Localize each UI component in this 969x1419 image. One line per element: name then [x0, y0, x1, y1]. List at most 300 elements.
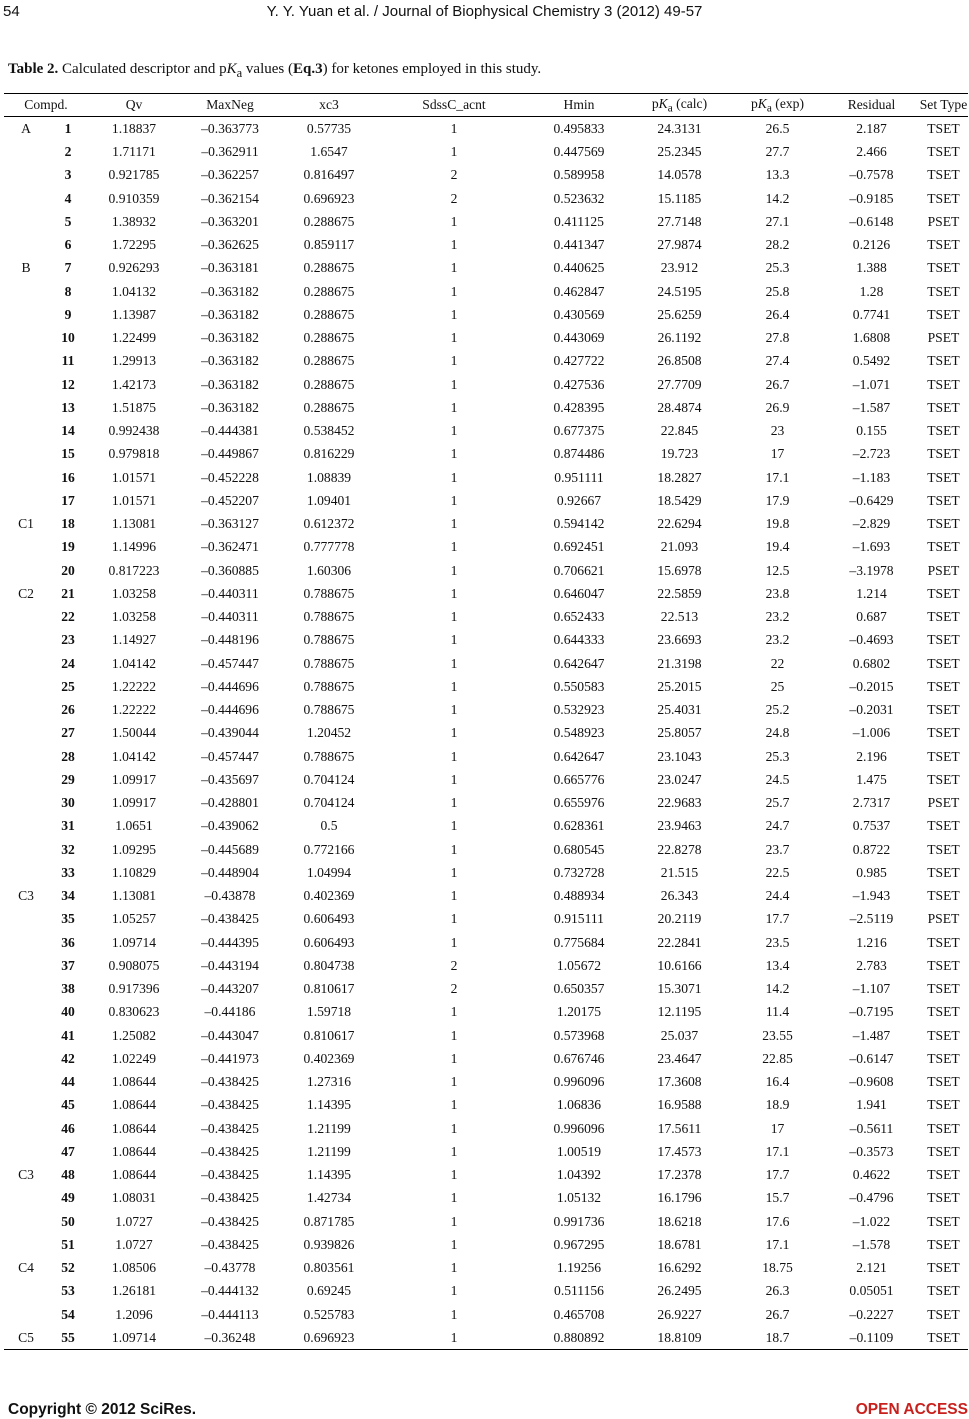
cell-pka-exp: 25.7	[765, 795, 790, 811]
cell-hmin: 0.996096	[553, 1120, 605, 1136]
cell-pka-calc: 22.5859	[657, 585, 702, 601]
cell-xc3: 0.288675	[303, 283, 355, 299]
cell-group: C1	[18, 516, 34, 532]
cell-hmin: 0.951111	[554, 469, 604, 485]
cell-pka-calc: 19.723	[660, 446, 699, 462]
col-header-hmin: Hmin	[530, 94, 628, 117]
cell-qv: 1.03258	[111, 609, 157, 625]
table-row	[4, 536, 968, 559]
cell-xc3: 1.6547	[310, 144, 348, 160]
cell-qv: 0.921785	[108, 167, 160, 183]
cell-residual: –1.071	[852, 376, 891, 392]
cell-residual: 1.941	[856, 1097, 887, 1113]
table-header-row	[4, 94, 968, 117]
cell-qv: 1.14996	[111, 539, 157, 555]
cell-compound-id: 6	[64, 237, 72, 253]
cell-compound-id: 35	[61, 911, 75, 927]
cell-set-type: PSET	[927, 562, 960, 578]
cell-residual: –0.1109	[824, 1326, 919, 1350]
cell-hmin: 0.430569	[553, 306, 605, 322]
cell-group	[4, 931, 48, 954]
cell-pka-calc: 26.2495	[657, 1283, 702, 1299]
cell-set-type: TSET	[927, 748, 960, 764]
cell-residual: 0.7537	[852, 818, 891, 834]
cell-maxneg: –0.443047	[201, 1027, 259, 1043]
cell-residual: 2.783	[856, 957, 887, 973]
cell-group	[4, 675, 48, 698]
cell-sdssc-acnt: 2	[450, 167, 458, 183]
cell-qv: 0.917396	[108, 981, 160, 997]
cell-pka-calc: 26.343	[660, 888, 699, 904]
cell-xc3: 0.5	[320, 818, 338, 834]
cell-pka-exp: 27.8	[765, 330, 790, 346]
cell-set-type: TSET	[927, 167, 960, 183]
cell-residual: 0.4622	[852, 1167, 891, 1183]
cell-compound-id: 13	[61, 399, 75, 415]
cell-set-type: TSET	[927, 283, 960, 299]
cell-xc3: 0.288675	[303, 306, 355, 322]
cell-sdssc-acnt: 1	[450, 655, 458, 671]
cell-hmin: 1.04392	[556, 1167, 602, 1183]
cell-sdssc-acnt: 1	[450, 260, 458, 276]
cell-group	[4, 768, 48, 791]
cell-maxneg: –0.363773	[201, 120, 259, 136]
table-row	[4, 931, 968, 954]
cell-qv: 1.09714	[88, 1326, 180, 1350]
cell-qv: 1.22499	[111, 330, 157, 346]
cell-residual: 0.155	[856, 423, 887, 439]
cell-group	[4, 815, 48, 838]
cell-residual: 0.5492	[852, 353, 891, 369]
cell-sdssc-acnt: 1	[450, 678, 458, 694]
table-row	[4, 1024, 968, 1047]
table-row	[4, 815, 968, 838]
cell-group	[4, 326, 48, 349]
cell-qv: 1.13081	[111, 888, 157, 904]
cell-hmin: 0.428395	[553, 399, 605, 415]
table-row	[4, 605, 968, 628]
caption-k-letter: K	[226, 61, 237, 77]
cell-residual: –0.4693	[849, 632, 894, 648]
cell-set-type: TSET	[927, 1050, 960, 1066]
cell-group: C3	[18, 888, 34, 904]
cell-sdssc-acnt: 1	[450, 144, 458, 160]
col-header-qv: Qv	[88, 94, 180, 117]
cell-pka-calc: 26.9227	[657, 1306, 702, 1322]
cell-xc3: 0.288675	[303, 399, 355, 415]
cell-compound-id: 20	[61, 562, 75, 578]
cell-hmin: 0.915111	[554, 911, 604, 927]
cell-pka-calc: 17.5611	[657, 1120, 702, 1136]
cell-sdssc-acnt: 1	[450, 1027, 458, 1043]
cell-residual: 0.6802	[852, 655, 891, 671]
cell-sdssc-acnt: 1	[450, 841, 458, 857]
cell-maxneg: –0.440311	[201, 585, 259, 601]
cell-set-type: TSET	[927, 353, 960, 369]
cell-pka-exp: 11.4	[765, 1004, 790, 1020]
cell-xc3: 0.288675	[303, 330, 355, 346]
cell-pka-calc: 22.6294	[657, 516, 702, 532]
cell-sdssc-acnt: 2	[450, 190, 458, 206]
cell-qv: 1.2096	[115, 1306, 153, 1322]
table-row	[4, 698, 968, 721]
cell-set-type: PSET	[927, 795, 960, 811]
cell-pka-exp: 22.85	[762, 1050, 793, 1066]
cell-group: C2	[18, 585, 34, 601]
cell-pka-calc: 26.1192	[657, 330, 702, 346]
col-header-compd: Compd.	[4, 94, 88, 117]
copyright-notice: Copyright © 2012 SciRes.	[8, 1401, 197, 1418]
cell-compound-id: 7	[64, 260, 72, 276]
cell-compound-id: 8	[64, 283, 72, 299]
cell-compound-id: 32	[61, 841, 75, 857]
cell-xc3: 1.20452	[306, 725, 352, 741]
cell-maxneg: –0.444381	[201, 423, 259, 439]
cell-xc3: 1.04994	[306, 864, 352, 880]
cell-xc3: 0.803561	[303, 1260, 355, 1276]
cell-residual: –0.9185	[849, 190, 894, 206]
cell-set-type: TSET	[919, 1326, 968, 1350]
cell-set-type: TSET	[927, 1260, 960, 1276]
cell-group	[4, 745, 48, 768]
cell-sdssc-acnt: 1	[450, 818, 458, 834]
cell-pka-calc: 22.2841	[657, 934, 702, 950]
cell-sdssc-acnt: 1	[450, 795, 458, 811]
cell-maxneg: –0.443194	[201, 957, 259, 973]
cell-compound-id: 37	[61, 957, 75, 973]
table-row	[4, 419, 968, 442]
cell-set-type: TSET	[927, 516, 960, 532]
cell-compound-id: 36	[61, 934, 75, 950]
cell-maxneg: –0.362471	[201, 539, 259, 555]
table-row	[4, 768, 968, 791]
cell-pka-exp: 17.1	[765, 1236, 790, 1252]
cell-qv: 1.0651	[115, 818, 153, 834]
cell-pka-calc: 23.9463	[657, 818, 702, 834]
cell-xc3: 0.804738	[303, 957, 355, 973]
cell-set-type: PSET	[927, 911, 960, 927]
cell-group	[4, 605, 48, 628]
cell-pka-calc: 18.5429	[657, 492, 702, 508]
cell-set-type: TSET	[927, 678, 960, 694]
cell-maxneg: –0.438425	[201, 1190, 259, 1206]
col-header-sdssc: SdssC_acnt	[378, 94, 530, 117]
cell-compound-id: 38	[61, 981, 75, 997]
table-row	[4, 791, 968, 814]
cell-set-type: TSET	[927, 446, 960, 462]
table-row	[4, 210, 968, 233]
cell-maxneg: –0.363182	[201, 330, 259, 346]
cell-pka-calc: 14.0578	[657, 167, 702, 183]
cell-pka-calc: 23.0247	[657, 771, 702, 787]
cell-maxneg: –0.362625	[201, 237, 259, 253]
cell-set-type: TSET	[927, 1283, 960, 1299]
cell-sdssc-acnt: 1	[450, 864, 458, 880]
cell-xc3: 0.788675	[303, 585, 355, 601]
cell-maxneg: –0.443207	[201, 981, 259, 997]
table-row	[4, 326, 968, 349]
cell-xc3: 1.60306	[306, 562, 352, 578]
cell-compound-id: 54	[61, 1306, 75, 1322]
cell-compound-id: 27	[61, 725, 75, 741]
cell-set-type: TSET	[927, 771, 960, 787]
table-row	[4, 257, 968, 280]
cell-residual: 0.2126	[852, 237, 891, 253]
cell-pka-calc: 15.1185	[657, 190, 702, 206]
cell-sdssc-acnt: 1	[450, 237, 458, 253]
cell-maxneg: –0.435697	[201, 771, 259, 787]
cell-set-type: TSET	[927, 981, 960, 997]
cell-xc3: 0.859117	[303, 237, 355, 253]
cell-residual: –0.3573	[849, 1143, 894, 1159]
cell-maxneg: –0.452207	[201, 492, 259, 508]
cell-set-type: TSET	[927, 237, 960, 253]
cell-residual: –0.6148	[849, 213, 894, 229]
cell-pka-exp: 25.3	[765, 260, 790, 276]
cell-xc3: 0.288675	[303, 213, 355, 229]
cell-hmin: 0.732728	[553, 864, 605, 880]
cell-sdssc-acnt: 1	[450, 283, 458, 299]
cell-sdssc-acnt: 1	[450, 213, 458, 229]
cell-pka-calc: 25.6259	[657, 306, 702, 322]
cell-maxneg: –0.438425	[201, 1097, 259, 1113]
cell-compound-id: 47	[61, 1143, 75, 1159]
cell-compound-id: 41	[61, 1027, 75, 1043]
table-row	[4, 303, 968, 326]
cell-xc3: 0.816497	[303, 167, 355, 183]
cell-sdssc-acnt: 1	[450, 306, 458, 322]
cell-maxneg: –0.438425	[201, 1120, 259, 1136]
cell-qv: 1.22222	[111, 678, 157, 694]
cell-xc3: 0.788675	[303, 655, 355, 671]
cell-qv: 1.08644	[111, 1120, 157, 1136]
cell-compound-id: 23	[61, 632, 75, 648]
cell-xc3: 0.871785	[303, 1213, 355, 1229]
table-row	[4, 1163, 968, 1186]
cell-hmin: 0.523632	[553, 190, 605, 206]
cell-pka-exp: 27.4	[765, 353, 790, 369]
cell-hmin: 0.655976	[553, 795, 605, 811]
cell-sdssc-acnt: 1	[450, 911, 458, 927]
cell-sdssc-acnt: 1	[450, 492, 458, 508]
table-row	[4, 1117, 968, 1140]
cell-set-type: TSET	[927, 957, 960, 973]
cell-maxneg: –0.363182	[201, 353, 259, 369]
cell-hmin: 1.19256	[556, 1260, 602, 1276]
cell-hmin: 0.427536	[553, 376, 605, 392]
cell-pka-calc: 17.3608	[657, 1074, 702, 1090]
cell-residual: –3.1978	[849, 562, 894, 578]
cell-qv: 1.08644	[111, 1143, 157, 1159]
cell-maxneg: –0.444696	[201, 702, 259, 718]
cell-compound-id: 45	[61, 1097, 75, 1113]
table-row	[4, 1070, 968, 1093]
cell-pka-calc: 27.7709	[657, 376, 702, 392]
cell-xc3: 0.288675	[303, 376, 355, 392]
cell-pka-calc: 17.2378	[657, 1167, 702, 1183]
cell-compound-id: 42	[61, 1050, 75, 1066]
table-row	[4, 675, 968, 698]
cell-qv: 1.0727	[115, 1213, 153, 1229]
cell-sdssc-acnt: 1	[450, 1120, 458, 1136]
table-row	[4, 559, 968, 582]
cell-set-type: TSET	[927, 1027, 960, 1043]
cell-pka-calc: 15.3071	[657, 981, 702, 997]
cell-residual: 2.7317	[852, 795, 891, 811]
table-row	[4, 722, 968, 745]
cell-residual: –1.578	[852, 1236, 891, 1252]
cell-group	[4, 396, 48, 419]
cell-group	[4, 1117, 48, 1140]
cell-maxneg: –0.452228	[201, 469, 259, 485]
cell-pka-exp: 17.6	[765, 1213, 790, 1229]
cell-compound-id: 9	[64, 306, 72, 322]
cell-set-type: TSET	[927, 864, 960, 880]
cell-group	[4, 908, 48, 931]
cell-residual: 1.475	[856, 771, 887, 787]
cell-qv: 0.992438	[108, 423, 160, 439]
cell-set-type: TSET	[927, 841, 960, 857]
cell-residual: 2.187	[856, 120, 887, 136]
cell-pka-exp: 28.2	[765, 237, 790, 253]
table-row	[4, 164, 968, 187]
cell-group	[4, 419, 48, 442]
cell-qv: 0.910359	[108, 190, 160, 206]
cell-hmin: 1.05672	[556, 957, 602, 973]
cell-qv: 1.72295	[111, 237, 157, 253]
cell-pka-exp: 23.7	[765, 841, 790, 857]
col-header-residual: Residual	[824, 94, 919, 117]
cell-pka-calc: 25.2345	[657, 144, 702, 160]
cell-pka-exp: 23.8	[765, 585, 790, 601]
cell-pka-calc: 12.1195	[657, 1004, 702, 1020]
table-row	[4, 582, 968, 605]
cell-pka-calc: 26.8508	[657, 353, 702, 369]
cell-maxneg: –0.362911	[201, 144, 259, 160]
cell-group	[4, 722, 48, 745]
cell-group	[4, 1140, 48, 1163]
cell-residual: –0.5611	[849, 1120, 894, 1136]
cell-pka-exp: 13.3	[765, 167, 790, 183]
cell-pka-calc: 28.4874	[657, 399, 702, 415]
cell-sdssc-acnt: 1	[450, 702, 458, 718]
cell-sdssc-acnt: 1	[450, 1097, 458, 1113]
cell-sdssc-acnt: 1	[450, 516, 458, 532]
cell-qv: 1.01571	[111, 492, 157, 508]
cell-residual: 2.466	[856, 144, 887, 160]
cell-maxneg: –0.439062	[201, 818, 259, 834]
cell-maxneg: –0.438425	[201, 1143, 259, 1159]
cell-qv: 1.08506	[111, 1260, 157, 1276]
cell-hmin: 0.447569	[553, 144, 605, 160]
cell-xc3: 1.59718	[306, 1004, 352, 1020]
cell-maxneg: –0.438425	[201, 1236, 259, 1252]
cell-pka-calc: 16.6292	[657, 1260, 702, 1276]
table-row	[4, 396, 968, 419]
cell-group	[4, 164, 48, 187]
cell-residual: –0.6147	[849, 1050, 894, 1066]
cell-hmin: 0.874486	[553, 446, 605, 462]
cell-hmin: 1.20175	[556, 1004, 602, 1020]
table-row	[4, 977, 968, 1000]
cell-xc3: 0.57735	[306, 120, 352, 136]
cell-set-type: TSET	[927, 1097, 960, 1113]
cell-compound-id: 46	[61, 1120, 75, 1136]
cell-group	[4, 1094, 48, 1117]
cell-set-type: TSET	[927, 306, 960, 322]
cell-residual: 0.8722	[852, 841, 891, 857]
cell-set-type: TSET	[927, 1143, 960, 1159]
cell-qv: 1.01571	[111, 469, 157, 485]
cell-group: C3	[18, 1167, 34, 1183]
cell-residual: 1.388	[856, 260, 887, 276]
cell-set-type: TSET	[927, 609, 960, 625]
table-row	[4, 652, 968, 675]
cell-compound-id: 14	[61, 423, 75, 439]
cell-hmin: 0.996096	[553, 1074, 605, 1090]
cell-sdssc-acnt: 1	[450, 1050, 458, 1066]
cell-compound-id: 25	[61, 678, 75, 694]
open-access-label: OPEN ACCESS	[855, 1401, 968, 1418]
cell-residual: 0.05051	[849, 1283, 894, 1299]
table-row	[4, 884, 968, 907]
cell-set-type: TSET	[927, 1306, 960, 1322]
table-row	[4, 838, 968, 861]
table-row	[4, 1210, 968, 1233]
cell-residual: –1.587	[852, 399, 891, 415]
cell-compound-id: 21	[61, 585, 75, 601]
cell-group	[4, 1047, 48, 1070]
cell-residual: 1.214	[856, 585, 887, 601]
table-row	[4, 954, 968, 977]
table-row	[4, 280, 968, 303]
cell-compound-id: 18	[61, 516, 75, 532]
cell-maxneg: –0.363182	[201, 376, 259, 392]
cell-hmin: 1.00519	[556, 1143, 602, 1159]
cell-qv: 1.71171	[112, 144, 156, 160]
cell-pka-exp: 26.4	[765, 306, 790, 322]
cell-sdssc-acnt: 2	[450, 957, 458, 973]
cell-xc3: 0.538452	[303, 423, 355, 439]
cell-maxneg: –0.43878	[204, 888, 256, 904]
cell-pka-exp: 24.8	[765, 725, 790, 741]
cell-hmin: 0.646047	[553, 585, 605, 601]
cell-xc3: 0.788675	[303, 702, 355, 718]
caption-k-sub: a	[236, 66, 243, 80]
cell-set-type: TSET	[927, 376, 960, 392]
cell-xc3: 0.69245	[306, 1283, 352, 1299]
cell-qv: 1.50044	[111, 725, 157, 741]
cell-qv: 1.02249	[111, 1050, 157, 1066]
cell-residual: –1.183	[852, 469, 891, 485]
table-row	[4, 443, 968, 466]
cell-pka-calc: 27.7148	[657, 213, 702, 229]
cell-maxneg: –0.440311	[201, 609, 259, 625]
cell-qv: 1.09917	[111, 771, 157, 787]
cell-compound-id: 49	[61, 1190, 75, 1206]
cell-compound-id: 10	[61, 330, 75, 346]
cell-pka-exp: 23.5	[765, 934, 790, 950]
cell-set-type: PSET	[927, 330, 960, 346]
cell-hmin: 0.642647	[553, 655, 605, 671]
cell-pka-exp: 25	[770, 678, 785, 694]
cell-maxneg: –0.448196	[201, 632, 259, 648]
cell-hmin: 0.676746	[553, 1050, 605, 1066]
cell-group	[4, 303, 48, 326]
cell-group	[4, 1024, 48, 1047]
cell-sdssc-acnt: 1	[450, 399, 458, 415]
cell-compound-id: 1	[64, 120, 72, 136]
